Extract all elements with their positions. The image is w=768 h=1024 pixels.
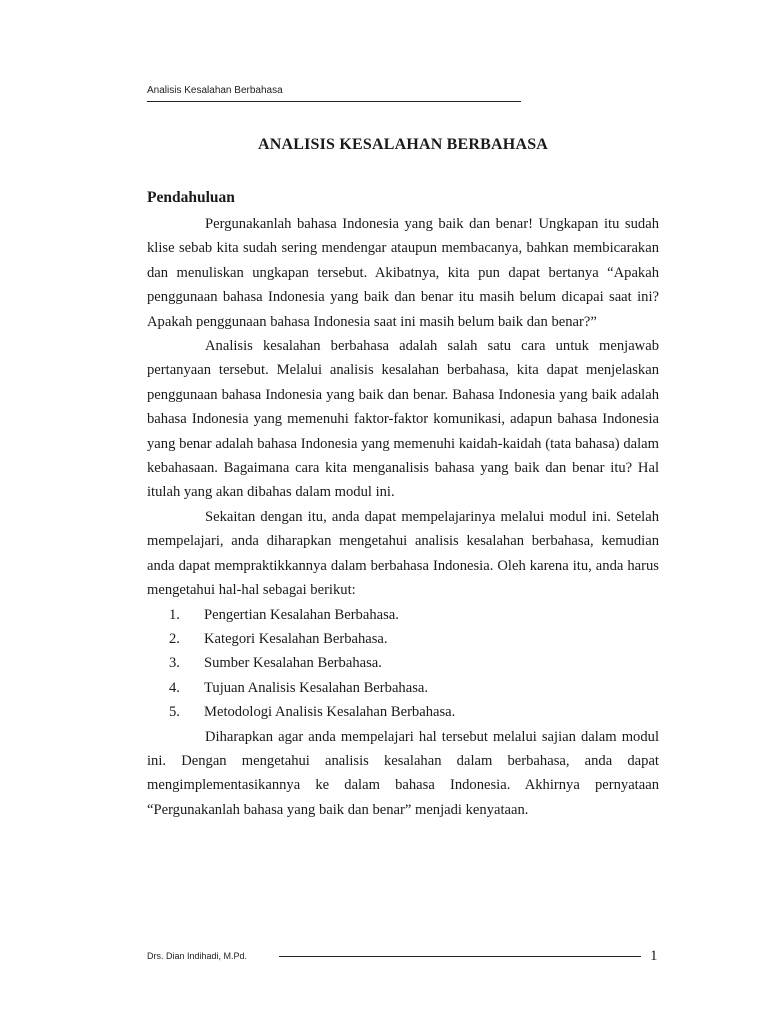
list-item: [147, 676, 659, 700]
header-rule: [147, 101, 521, 102]
list-item-number: 4.: [169, 679, 180, 696]
list-item-text: Tujuan Analisis Kesalahan Berbahasa.: [204, 679, 429, 696]
list-item-text: Metodologi Analisis Kesalahan Berbahasa.: [204, 704, 456, 721]
section-heading: Pendahuluan: [147, 189, 235, 206]
topic-list: [147, 603, 659, 725]
list-item: [147, 627, 659, 651]
running-header: Analisis Kesalahan Berbahasa: [147, 85, 283, 96]
paragraph-1: Pergunakanlah bahasa Indonesia yang baik dan benar! Ungkapan itu sudah klise sebab kita sudah sering mendengar ataupun membacanya, bahkan membicarakan dan menuliskan ungkapan tersebut. Akibatnya, kita pun dapat bertanya “Apakah penggunaan bahasa Indonesia yang baik dan benar itu masih belum dicapai saat ini? Apakah penggunaan bahasa Indonesia saat ini masih belum baik dan benar?”: [147, 216, 659, 330]
list-item-number: 3.: [169, 655, 180, 672]
list-item-text: Pengertian Kesalahan Berbahasa.: [204, 606, 399, 623]
paragraph-3: Sekaitan dengan itu, anda dapat mempelajarinya melalui modul ini. Setelah mempelajari, anda diharapkan mengetahui analisis kesalahan berbahasa, kemudian anda dapat mempraktikkannya dalam berbahasa Indonesia. Oleh karena itu, anda harus mengetahui hal-hal sebagai berikut:: [147, 508, 659, 599]
footer-rule: [279, 956, 641, 957]
list-item: [147, 603, 659, 627]
list-item-number: 2.: [169, 630, 180, 647]
list-item-text: Sumber Kesalahan Berbahasa.: [204, 655, 382, 672]
list-item-number: 1.: [169, 606, 180, 623]
paragraph-2: Analisis kesalahan berbahasa adalah salah satu cara untuk menjawab pertanyaan tersebut. Melalui analisis kesalahan berbahasa, kita dapat menjelaskan penggunaan bahasa Indonesia yang baik dan benar. Bahasa Indonesia yang baik adalah bahasa Indonesia yang memenuhi faktor-faktor komunikasi, adapun bahasa Indonesia yang benar adalah bahasa Indonesia yang memenuhi kaidah-kaidah (tata bahasa) dalam kebahasaan. Bagaimana cara kita menganalisis bahasa yang baik dan benar itu? Hal itulah yang akan dibahas dalam modul ini.: [147, 338, 659, 501]
body-text: [147, 212, 659, 822]
document-title: ANALISIS KESALAHAN BERBAHASA: [257, 136, 549, 153]
list-item-number: 5.: [169, 704, 180, 721]
closing-paragraph: Diharapkan agar anda mempelajari hal tersebut melalui sajian dalam modul ini. Dengan mengetahui analisis kesalahan dalam berbahasa, anda dapat mengimplementasikannya ke dalam bahasa Indonesia. Akhirnya pernyataan “Pergunakanlah bahasa yang baik dan benar” menjadi kenyataan.: [147, 728, 659, 818]
page-number: 1: [650, 948, 658, 964]
list-item: [147, 651, 659, 675]
list-item: [147, 700, 659, 724]
footer-author: Drs. Dian Indihadi, M.Pd.: [147, 951, 248, 961]
list-item-text: Kategori Kesalahan Berbahasa.: [204, 630, 388, 647]
